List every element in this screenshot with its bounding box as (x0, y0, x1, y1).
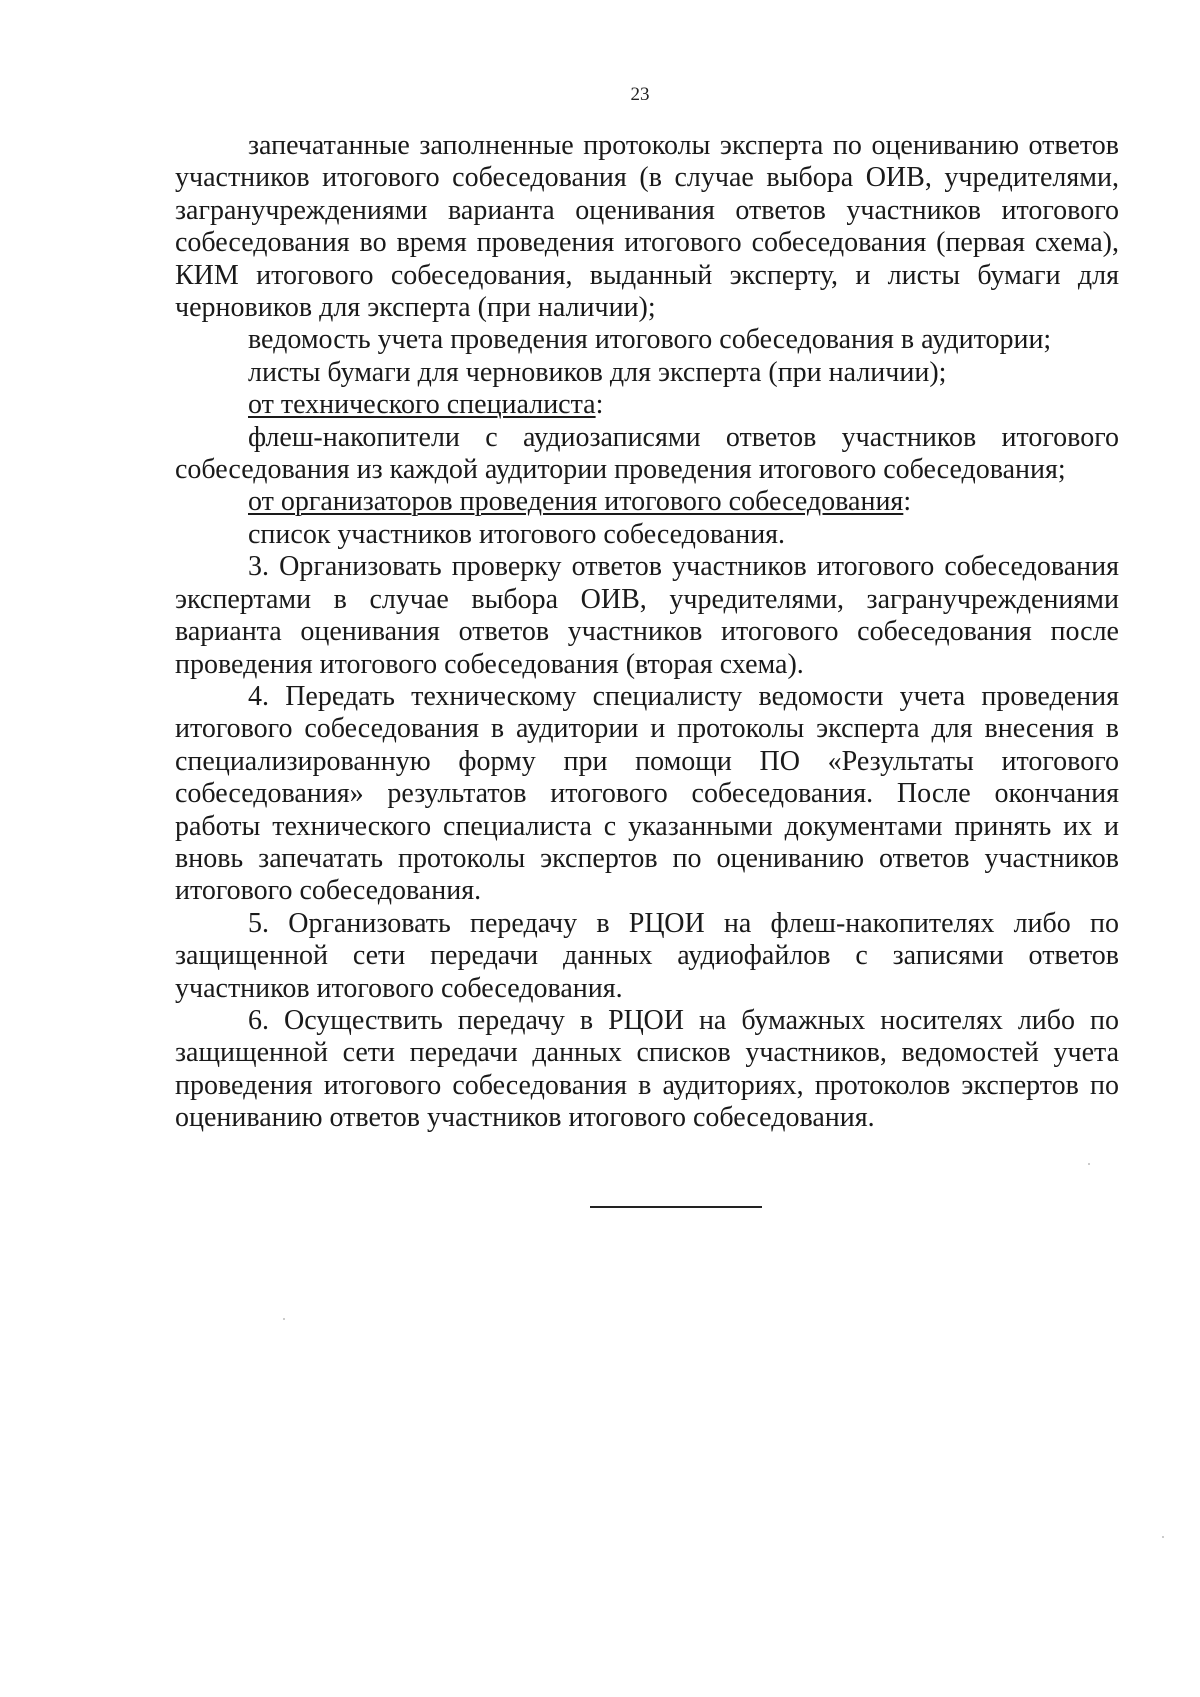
heading-from-organizers-text: от организаторов проведения итогового собеседования (248, 486, 904, 518)
document-body (175, 130, 1119, 1135)
scan-speck (1162, 1536, 1164, 1538)
heading-from-organizers (175, 486, 1119, 518)
heading-from-tech-specialist (175, 389, 1119, 421)
paragraph-participants-list: список участников итогового собеседования. (248, 518, 786, 550)
heading-colon: : (595, 389, 604, 421)
paragraph-item-3: 3. Организовать проверку ответов участников итогового собеседования экспертами в случае выбора ОИВ, учредителями, загранучреждениями варианта оценивания ответов участников итогового собеседования после проведения итогового собеседования (вторая схема). (175, 551, 1119, 680)
heading-from-tech-specialist-text: от технического специалиста (248, 389, 596, 421)
paragraph-item-4: 4. Передать техническому специалисту ведомости учета проведения итогового собеседования в аудитории и протоколы эксперта для внесения в специализированную форму при помощи ПО «Результаты итогового собеседования» результатов итогового собеседования. После окончания работы технического специалиста с указанными документами принять их и вновь запечатать протоколы экспертов по оцениванию ответов участников итогового собеседования. (175, 680, 1119, 907)
paragraph-sealed-protocols: запечатанные заполненные протоколы эксперта по оцениванию ответов участников итогового собеседования (в случае выбора ОИВ, учредителями, загранучреждениями варианта оценивания ответов участников итогового собеседования во время проведения итогового собеседования (первая схема), КИМ итогового собеседования, выданный эксперту, и листы бумаги для черновиков для эксперта (при наличии); (175, 130, 1119, 324)
paragraph-item-5: 5. Организовать передачу в РЦОИ на флеш-накопителях либо по защищенной сети передачи данных аудиофайлов с записями ответов участников итогового собеседования. (175, 907, 1119, 1004)
paragraph-draft-sheets: листы бумаги для черновиков для эксперта (при наличии); (248, 356, 947, 388)
page-number: 23 (630, 84, 650, 105)
paragraph-item-6: 6. Осуществить передачу в РЦОИ на бумажных носителях либо по защищенной сети передачи данных списков участников, ведомостей учета проведения итогового собеседования в аудиториях, протоколов экспертов по оцениванию ответов участников итогового собеседования. (175, 1004, 1119, 1134)
paragraph-attendance-sheet: ведомость учета проведения итогового собеседования в аудитории; (248, 324, 1052, 356)
scan-speck (283, 1318, 285, 1320)
end-of-document-rule (590, 1206, 762, 1208)
scan-speck (1088, 1163, 1090, 1165)
paragraph-flash-drives: флеш-накопители с аудиозаписями ответов участников итогового собеседования из каждой аудитории проведения итогового собеседования; (175, 421, 1119, 486)
heading-colon: : (903, 486, 912, 518)
